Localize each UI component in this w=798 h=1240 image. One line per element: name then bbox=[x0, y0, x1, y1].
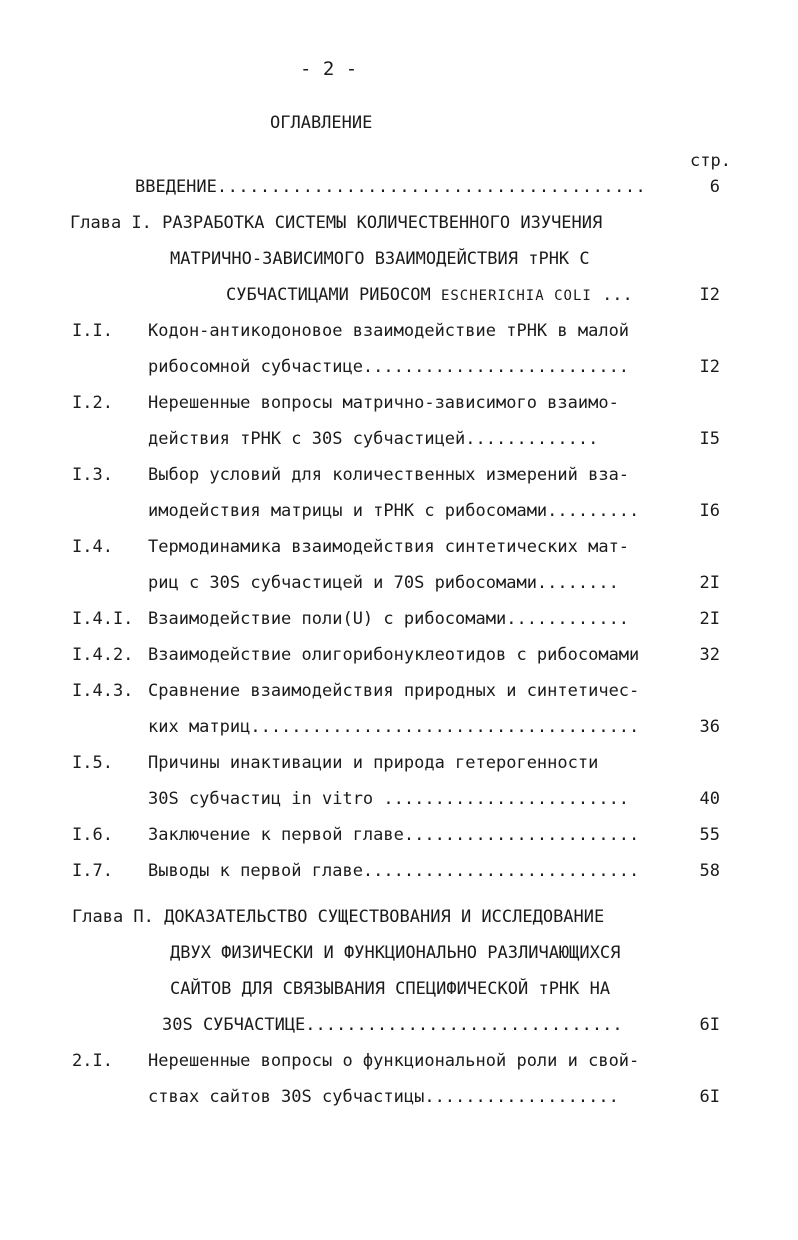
entry-page: I5 bbox=[699, 429, 720, 449]
entry-page: I2 bbox=[699, 357, 720, 377]
page-column-label: стр. bbox=[690, 151, 731, 171]
entry-page: 2I bbox=[699, 573, 720, 593]
entry-line2: действия тРНК с 30S субчастицей............. bbox=[148, 429, 599, 449]
entry-page: 36 bbox=[699, 717, 720, 737]
chapter2-label: Глава П. bbox=[72, 907, 154, 927]
chapter2-line2: ДВУХ ФИЗИЧЕСКИ И ФУНКЦИОНАЛЬНО РАЗЛИЧАЮЩИХСЯ bbox=[170, 943, 621, 963]
intro-title: ВВЕДЕНИЕ bbox=[135, 177, 217, 197]
entry-line1: Термодинамика взаимодействия синтетических мат- bbox=[148, 537, 630, 557]
entry-number: 2.I. bbox=[72, 1051, 113, 1071]
entry-line1: Причины инактивации и природа гетерогенности bbox=[148, 753, 599, 773]
entry-line1: Кодон-антикодоновое взаимодействие тРНК в малой bbox=[148, 321, 630, 341]
entry-number: I.5. bbox=[72, 753, 113, 773]
chapter1-line3 bbox=[226, 284, 633, 307]
entry-line2: риц с 30S субчастицей и 70S рибосомами........ bbox=[148, 573, 619, 593]
entry-line1: Заключение к первой главе....................... bbox=[148, 825, 640, 845]
entry-number: I.I. bbox=[72, 321, 113, 341]
chapter1-heading bbox=[70, 212, 602, 234]
chapter1-line3c: ... bbox=[602, 285, 633, 305]
entry-line1: Сравнение взаимодействия природных и синтетичес- bbox=[148, 681, 640, 701]
chapter2-page: 6I bbox=[699, 1015, 720, 1035]
chapter1-line1: РАЗРАБОТКА СИСТЕМЫ КОЛИЧЕСТВЕННОГО ИЗУЧЕНИЯ bbox=[162, 213, 603, 233]
entry-page: 32 bbox=[699, 645, 720, 665]
entry-line2: ких матриц...................................... bbox=[148, 717, 640, 737]
entry-page: 55 bbox=[699, 825, 720, 845]
entry-line1: Взаимодействие олигорибонуклеотидов с рибосомами bbox=[148, 645, 640, 665]
entry-page: I6 bbox=[699, 501, 720, 521]
intro-entry bbox=[135, 176, 646, 198]
entry-number: I.4.2. bbox=[72, 645, 134, 665]
entry-line2: рибосомной субчастице.......................... bbox=[148, 357, 630, 377]
toc-title: ОГЛАВЛЕНИЕ bbox=[270, 113, 373, 133]
chapter2-line3: САЙТОВ ДЛЯ СВЯЗЫВАНИЯ СПЕЦИФИЧЕСКОЙ тРНК НА bbox=[170, 979, 611, 999]
chapter2-line1: ДОКАЗАТЕЛЬСТВО СУЩЕСТВОВАНИЯ И ИССЛЕДОВАНИЕ bbox=[164, 907, 605, 927]
entry-line2: имодействия матрицы и тРНК с рибосомами......... bbox=[148, 501, 640, 521]
entry-number: I.3. bbox=[72, 465, 113, 485]
entry-number: I.7. bbox=[72, 861, 113, 881]
entry-page: 6I bbox=[699, 1087, 720, 1107]
entry-number: I.4.3. bbox=[72, 681, 134, 701]
entry-number: I.6. bbox=[72, 825, 113, 845]
entry-line2: 30S субчастиц in vitro ........................ bbox=[148, 789, 630, 809]
entry-line1: Выводы к первой главе........................... bbox=[148, 861, 640, 881]
entry-number: I.2. bbox=[72, 393, 113, 413]
chapter1-page: I2 bbox=[699, 285, 720, 305]
entry-line2: ствах сайтов 30S субчастицы................... bbox=[148, 1087, 619, 1107]
entry-line1: Выбор условий для количественных измерений вза- bbox=[148, 465, 630, 485]
chapter1-line3a: СУБЧАСТИЦАМИ РИБОСОМ bbox=[226, 285, 431, 305]
entry-line1: Нерешенные вопросы матрично-зависимого взаимо- bbox=[148, 393, 619, 413]
entry-page: 58 bbox=[699, 861, 720, 881]
chapter1-line2: МАТРИЧНО-ЗАВИСИМОГО ВЗАИМОДЕЙСТВИЯ тРНК С bbox=[170, 249, 590, 269]
chapter1-label: Глава I. bbox=[70, 213, 152, 233]
chapter1-line3b: ESCHERICHIA COLI bbox=[440, 288, 592, 304]
intro-page: 6 bbox=[709, 177, 720, 197]
entry-page: 40 bbox=[699, 789, 720, 809]
entry-number: I.4. bbox=[72, 537, 113, 557]
chapter2-line4: 30S СУБЧАСТИЦЕ............................... bbox=[162, 1015, 623, 1035]
page-number: - 2 - bbox=[300, 58, 358, 80]
entry-line1: Взаимодействие поли(U) с рибосомами............ bbox=[148, 609, 630, 629]
leader-dots: ........................................ bbox=[216, 177, 647, 197]
chapter2-heading bbox=[72, 906, 604, 928]
entry-number: I.4.I. bbox=[72, 609, 134, 629]
entry-page: 2I bbox=[699, 609, 720, 629]
entry-line1: Нерешенные вопросы о функциональной роли и свой- bbox=[148, 1051, 640, 1071]
